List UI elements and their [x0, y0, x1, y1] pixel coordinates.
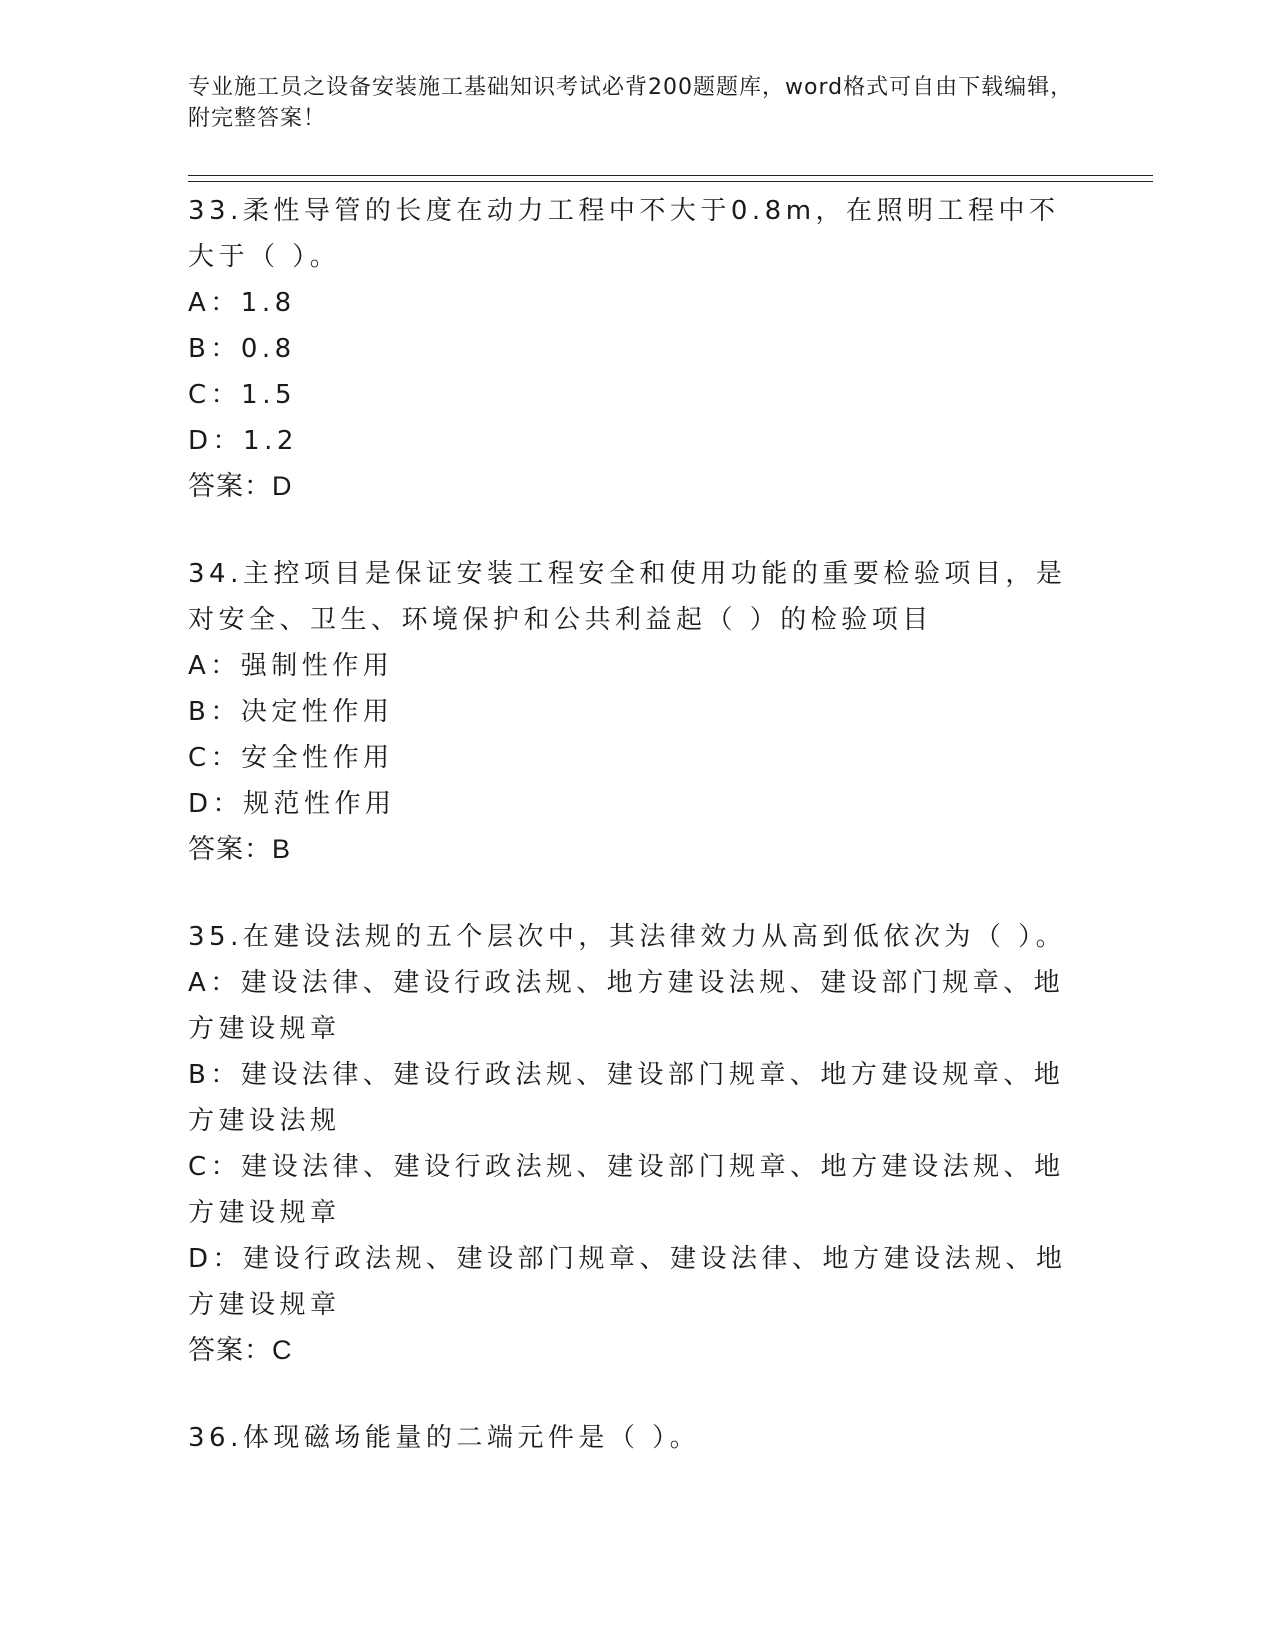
- option-a: A：1.8: [188, 288, 296, 318]
- document-header: 专业施工员之设备安装施工基础知识考试必背200题题库，word格式可自由下载编辑，附完整答案！: [188, 75, 1074, 131]
- option-b: B：决定性作用: [188, 697, 394, 727]
- answer-line: 答案：B: [188, 834, 292, 864]
- header-divider-bottom: [188, 181, 1153, 182]
- question-34: [188, 551, 1078, 871]
- question-stem: 34.主控项目是保证安装工程安全和使用功能的重要检验项目，是对安全、卫生、环境保护和公共利益起（ ）的检验项目: [188, 559, 1067, 635]
- option-b: B：0.8: [188, 334, 296, 364]
- question-stem: 36.体现磁场能量的二端元件是（ ）。: [188, 1423, 701, 1453]
- option-d: D：建设行政法规、建设部门规章、建设法律、地方建设法规、地方建设规章: [188, 1244, 1067, 1320]
- question-36: [188, 1415, 1078, 1461]
- question-35: [188, 914, 1078, 1372]
- question-stem: 35.在建设法规的五个层次中，其法律效力从高到低依次为（ ）。: [188, 922, 1067, 952]
- option-b: B：建设法律、建设行政法规、建设部门规章、地方建设规章、地方建设法规: [188, 1060, 1065, 1136]
- option-d: D：1.2: [188, 426, 298, 456]
- question-list: [188, 188, 1078, 1504]
- option-c: C：建设法律、建设行政法规、建设部门规章、地方建设法规、地方建设规章: [188, 1152, 1065, 1228]
- question-33: [188, 188, 1078, 508]
- option-d: D：规范性作用: [188, 789, 396, 819]
- header-divider-top: [188, 175, 1153, 176]
- answer-line: 答案：C: [188, 1335, 293, 1365]
- answer-line: 答案：D: [188, 471, 293, 501]
- option-c: C：1.5: [188, 380, 297, 410]
- option-a: A：强制性作用: [188, 651, 394, 681]
- question-stem: 33.柔性导管的长度在动力工程中不大于0.8m，在照明工程中不大于（ ）。: [188, 196, 1060, 272]
- option-a: A：建设法律、建设行政法规、地方建设法规、建设部门规章、地方建设规章: [188, 968, 1065, 1044]
- option-c: C：安全性作用: [188, 743, 394, 773]
